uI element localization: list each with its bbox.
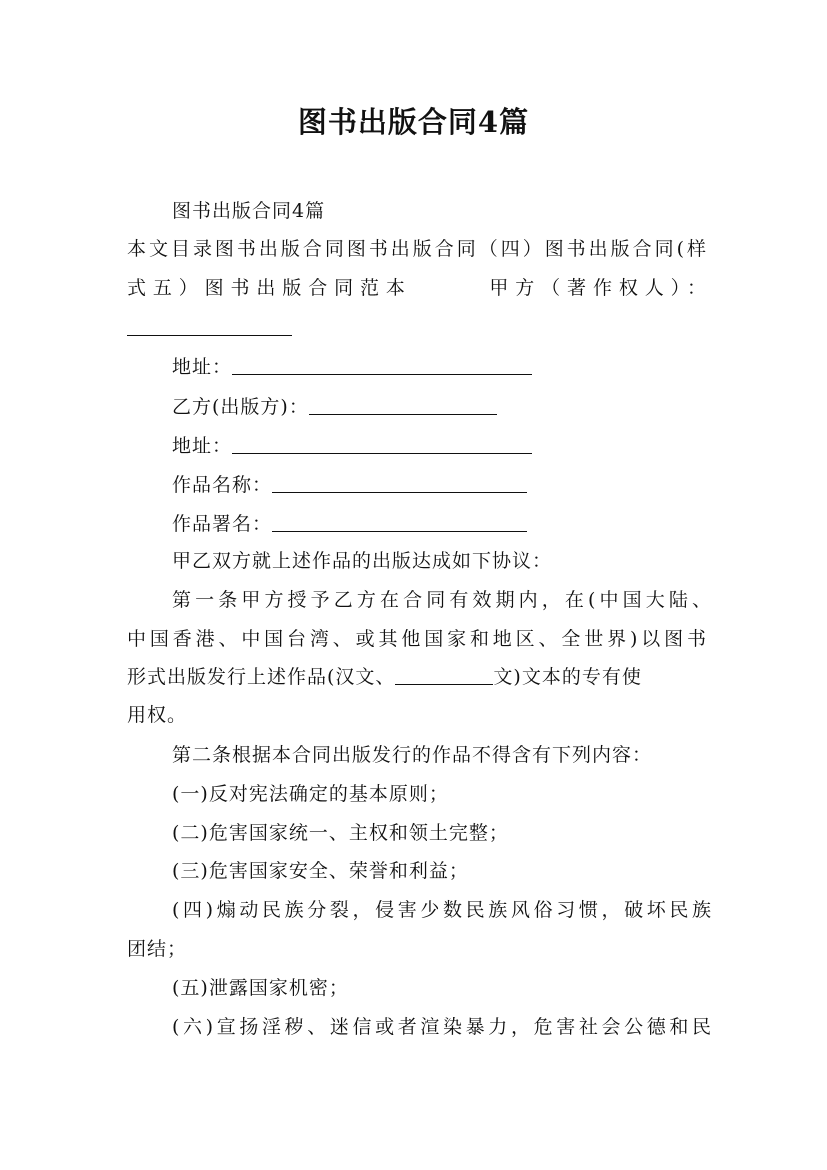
party-b-address-blank <box>232 433 532 454</box>
article-2-item-4-line-1: (四)煽动民族分裂，侵害少数民族风俗习惯，破坏民族 <box>172 899 712 921</box>
party-a-address-label: 地址： <box>172 356 233 378</box>
document-title: 图书出版合同4篇 <box>297 105 530 139</box>
article-2-item-6: (六)宣扬淫秽、迷信或者渲染暴力，危害社会公德和民 <box>172 1016 712 1038</box>
article-1-line-2: 中国香港、中国台湾、或其他国家和地区、全世界)以图书 <box>127 628 707 650</box>
toc-line-2: 式五）图书出版合同范本 甲方（著作权人）： <box>127 277 707 299</box>
language-blank <box>395 664 493 685</box>
party-b-line <box>172 392 712 422</box>
article-2-item-5: (五)泄露国家机密； <box>172 977 349 999</box>
intro-heading: 图书出版合同4篇 <box>172 200 326 222</box>
article-1-line-1: 第一条甲方授予乙方在合同有效期内，在(中国大陆、 <box>172 589 712 611</box>
work-author-line <box>172 509 712 539</box>
article-2-item-4-line-2: 团结； <box>127 938 188 960</box>
work-title-line <box>172 470 712 500</box>
article-2-item-3: (三)危害国家安全、荣誉和利益； <box>172 860 469 882</box>
agreement-intro: 甲乙双方就上述作品的出版达成如下协议： <box>172 550 553 572</box>
work-author-blank <box>272 511 527 532</box>
article-1-text-b: 文)文本的专有使 <box>493 666 642 688</box>
article-2-item-2: (二)危害国家统一、主权和领土完整； <box>172 822 509 844</box>
work-author-label: 作品署名： <box>172 513 273 535</box>
party-b-address-label: 地址： <box>172 435 233 457</box>
party-b-address-line <box>172 431 712 461</box>
article-1-line-3 <box>127 662 707 692</box>
work-title-blank <box>272 472 527 493</box>
toc-line-1: 本文目录图书出版合同图书出版合同（四）图书出版合同(样 <box>127 238 707 260</box>
party-a-address-line <box>172 352 712 382</box>
work-title-label: 作品名称： <box>172 474 273 496</box>
party-a-blank-line <box>127 313 707 343</box>
party-b-name-blank <box>309 394 497 415</box>
party-a-address-blank <box>232 354 532 375</box>
article-2-heading: 第二条根据本合同出版发行的作品不得含有下列内容： <box>172 744 653 766</box>
article-2-item-1: (一)反对宪法确定的基本原则； <box>172 783 449 805</box>
party-b-label: 乙方(出版方)： <box>172 396 309 418</box>
party-a-name-blank <box>127 315 292 336</box>
article-1-line-4: 用权。 <box>127 704 188 726</box>
article-1-text-a: 形式出版发行上述作品(汉文、 <box>127 666 396 688</box>
